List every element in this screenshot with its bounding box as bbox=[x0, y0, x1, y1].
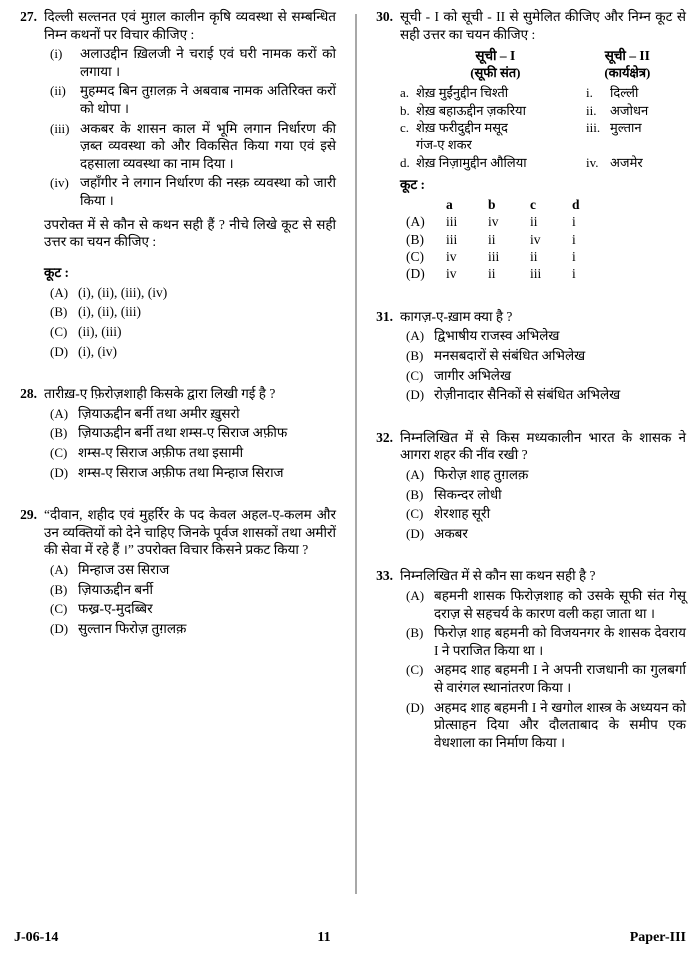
option-marker: (A) bbox=[50, 405, 69, 421]
option-text: (i), (iv) bbox=[78, 343, 117, 359]
question-number: 31. bbox=[376, 308, 393, 324]
list-1-subheading: (सूफी संत) bbox=[470, 65, 521, 81]
option-a[interactable] bbox=[44, 405, 336, 423]
option-marker: (C) bbox=[406, 367, 424, 383]
option-a[interactable] bbox=[400, 466, 686, 484]
code-label: कूट : bbox=[44, 265, 70, 281]
question-text: निम्नलिखित में से किस मध्यकालीन भारत के शासक ने आगरा शहर की नींव रखी ? bbox=[400, 429, 686, 463]
code-cell: iv bbox=[446, 266, 457, 282]
code-cell: ii bbox=[488, 231, 496, 247]
question-number: 29. bbox=[20, 507, 37, 523]
question-number: 30. bbox=[376, 9, 393, 24]
option-text: (i), (ii), (iii) bbox=[78, 304, 141, 320]
option-d[interactable] bbox=[400, 386, 686, 404]
code-option-b[interactable] bbox=[400, 231, 686, 248]
option-a[interactable] bbox=[400, 587, 686, 622]
code-cell: iii bbox=[446, 231, 458, 247]
statement-item bbox=[44, 45, 336, 80]
option-marker: (A) bbox=[406, 587, 425, 603]
question-number: 28. bbox=[20, 386, 37, 402]
code-col-b: b bbox=[488, 196, 496, 212]
option-c[interactable] bbox=[44, 444, 336, 462]
code-row-marker: (B) bbox=[406, 231, 424, 247]
code-header-row bbox=[400, 196, 686, 213]
statement-list bbox=[44, 45, 336, 209]
page-number: 11 bbox=[317, 930, 331, 945]
match-left-value: शेख़ फरीदुद्दीन मसूद bbox=[416, 120, 508, 135]
option-marker: (C) bbox=[406, 506, 424, 522]
match-left-cell bbox=[400, 154, 586, 171]
statement-text: अकबर के शासन काल में भूमि लगान निर्धारण की ज़ब्त व्यवस्था को और विकसित किया गया एवं इसे दहसाला व्यवस्था का नाम दिया । bbox=[80, 120, 336, 171]
match-row-list bbox=[400, 84, 686, 171]
code-row-marker bbox=[400, 196, 446, 213]
code-answer-grid bbox=[400, 196, 686, 283]
question-lead-in: उपरोक्त में से कौन से कथन सही हैं ? नीचे लिखे कूट से सही उत्तर का चयन कीजिए : bbox=[44, 216, 336, 250]
match-left-cell bbox=[400, 102, 586, 119]
code-option-a[interactable] bbox=[400, 213, 686, 230]
column-divider bbox=[355, 14, 357, 894]
option-marker: (B) bbox=[50, 425, 68, 441]
match-right-cell bbox=[586, 84, 686, 101]
statement-text: जहाँगीर ने लगान निर्धारण की नस्क़ व्यवस्था को जारी किया । bbox=[80, 175, 336, 208]
question-body bbox=[44, 8, 336, 360]
code-cell: iii bbox=[488, 249, 500, 265]
question-31 bbox=[370, 308, 686, 404]
match-right-cell bbox=[586, 119, 686, 136]
statement-marker: (i) bbox=[50, 46, 63, 62]
option-a[interactable] bbox=[44, 561, 336, 579]
option-text: ज़ियाऊद्दीन बर्नी bbox=[78, 581, 154, 597]
question-text: “दीवान, शहीद एवं मुहर्रिर के पद केवल अहल-ए-कलम और उन व्यक्तियों को देने चाहिए जिनके पूर्वज शासकों तथा अमीरों की सेवा में रहे हैं ।” उपरोक्त विचार किसने प्रकट किया ? bbox=[44, 507, 336, 558]
option-text: शम्स-ए सिराज अफ़ीफ तथा मिन्हाज सिराज bbox=[78, 464, 284, 480]
match-row bbox=[400, 154, 686, 171]
code-cell: i bbox=[572, 214, 576, 230]
option-text: फिरोज़ शाह तुग़लक़ bbox=[434, 467, 529, 482]
option-list bbox=[400, 327, 686, 403]
option-marker: (A) bbox=[50, 284, 69, 300]
statement-item bbox=[44, 82, 336, 117]
match-right-label: iv. bbox=[586, 154, 599, 170]
right-column bbox=[350, 8, 686, 896]
code-cell: iv bbox=[488, 214, 499, 230]
question-body bbox=[400, 308, 686, 404]
list-2-heading: सूची – II bbox=[604, 48, 650, 64]
match-right-label: ii. bbox=[586, 102, 597, 118]
match-left-cell bbox=[400, 84, 586, 101]
option-d[interactable] bbox=[400, 525, 686, 543]
statement-text: अलाउद्दीन ख़िलजी ने चराई एवं घरी नामक करों को लगाया । bbox=[80, 46, 336, 79]
option-marker: (B) bbox=[406, 625, 424, 641]
option-text: ज़ियाऊद्दीन बर्नी तथा शम्स-ए सिराज अफ़ीफ bbox=[78, 425, 288, 441]
option-marker: (B) bbox=[406, 348, 424, 364]
page-footer bbox=[14, 930, 686, 946]
left-column bbox=[14, 8, 350, 896]
code-row-marker: (D) bbox=[406, 266, 425, 282]
question-body bbox=[44, 385, 336, 481]
match-header-row bbox=[400, 47, 686, 64]
option-marker: (D) bbox=[50, 343, 69, 359]
option-marker: (C) bbox=[406, 662, 424, 678]
question-text: दिल्ली सल्तनत एवं मुग़ल कालीन कृषि व्यवस्था से सम्बन्धित निम्न कथनों पर विचार कीजिए : bbox=[44, 9, 336, 42]
question-number: 33. bbox=[376, 568, 393, 584]
match-right-value: दिल्ली bbox=[610, 85, 639, 101]
option-marker: (D) bbox=[50, 464, 69, 480]
question-29 bbox=[14, 506, 336, 637]
list-1-heading: सूची – I bbox=[475, 48, 516, 64]
option-list bbox=[44, 561, 336, 637]
match-left-label: c. bbox=[400, 120, 410, 135]
paper-label: Paper-III bbox=[629, 930, 686, 945]
code-cell: ii bbox=[530, 249, 538, 265]
option-list bbox=[44, 284, 336, 360]
option-b[interactable] bbox=[44, 303, 336, 321]
match-right-label: i. bbox=[586, 85, 593, 101]
match-right-value: मुल्तान bbox=[610, 120, 642, 135]
option-list bbox=[400, 466, 686, 542]
option-b[interactable] bbox=[400, 624, 686, 659]
question-30 bbox=[370, 8, 686, 283]
option-b[interactable] bbox=[400, 486, 686, 504]
option-marker: (A) bbox=[406, 467, 425, 482]
option-marker: (B) bbox=[406, 486, 424, 502]
match-subheader-row bbox=[400, 64, 686, 81]
option-text: (ii), (iii) bbox=[78, 324, 122, 339]
code-option-d[interactable] bbox=[400, 265, 686, 282]
question-body bbox=[400, 429, 686, 543]
match-row bbox=[400, 102, 686, 119]
option-c[interactable] bbox=[400, 505, 686, 523]
code-cell: iv bbox=[446, 249, 457, 265]
option-text: द्विभाषीय राजस्व अभिलेख bbox=[434, 328, 560, 344]
option-c[interactable] bbox=[44, 600, 336, 618]
code-cell: iv bbox=[530, 231, 541, 247]
statement-text: मुहम्मद बिन तुग़लक़ ने अबवाब नामक अतिरिक्त करों को थोपा । bbox=[80, 83, 336, 116]
question-28 bbox=[14, 385, 336, 481]
code-row-marker: (C) bbox=[406, 249, 424, 265]
paper-code: J-06-14 bbox=[14, 930, 59, 945]
option-c[interactable] bbox=[44, 323, 336, 341]
code-cell: i bbox=[572, 249, 576, 265]
option-list bbox=[44, 405, 336, 481]
option-a[interactable] bbox=[400, 327, 686, 345]
statement-item bbox=[44, 120, 336, 173]
match-left-value: शेख़ मुईंनुद्दीन चिश्ती bbox=[416, 85, 509, 101]
option-c[interactable] bbox=[400, 661, 686, 696]
option-list bbox=[400, 587, 686, 751]
option-a[interactable] bbox=[44, 284, 336, 302]
option-text: शेरशाह सूरी bbox=[434, 506, 491, 522]
match-row bbox=[400, 119, 686, 136]
question-body bbox=[400, 8, 686, 283]
option-text: सुल्तान फिरोज़ तुग़लक़ bbox=[78, 620, 187, 636]
question-32 bbox=[370, 429, 686, 543]
match-left-continuation: गंज-ए शकर bbox=[416, 137, 472, 153]
option-text: मिन्हाज उस सिराज bbox=[78, 561, 170, 577]
option-text: रोज़ीनादार सैनिकों से संबंधित अभिलेख bbox=[434, 387, 621, 403]
option-d[interactable] bbox=[44, 464, 336, 482]
code-cell: i bbox=[572, 231, 576, 247]
code-label: कूट : bbox=[400, 177, 426, 193]
match-right-value: अजमेर bbox=[610, 154, 643, 170]
code-col-d: d bbox=[572, 196, 580, 212]
option-text: अहमद शाह बहमनी I ने अपनी राजधानी का गुलबर्गा से वारंगल स्थानांतरण किया । bbox=[434, 662, 686, 695]
option-text: जागीर अभिलेख bbox=[434, 367, 512, 383]
option-marker: (C) bbox=[50, 601, 68, 617]
question-33 bbox=[370, 567, 686, 751]
list-2-subheading: (कार्यक्षेत्र) bbox=[604, 65, 651, 81]
question-text: सूची - I को सूची - II से सुमेलित कीजिए और निम्न कूट से सही उत्तर का चयन कीजिए : bbox=[400, 9, 686, 42]
question-27 bbox=[14, 8, 336, 360]
match-left-label: b. bbox=[400, 102, 410, 118]
option-d[interactable] bbox=[400, 699, 686, 752]
code-cell: i bbox=[572, 266, 576, 282]
option-c[interactable] bbox=[400, 367, 686, 385]
option-marker: (B) bbox=[50, 581, 68, 597]
question-number: 32. bbox=[376, 429, 393, 445]
option-text: बहमनी शासक फिरोज़शाह को उसके सूफी संत गेसू दराज़ से सहचर्य के कारण वली कहा जाता था । bbox=[434, 587, 686, 621]
option-text: फिरोज़ शाह बहमनी को विजयनगर के शासक देवराय I ने पराजित किया था । bbox=[434, 625, 686, 658]
code-col-c: c bbox=[530, 196, 536, 212]
match-left-label: a. bbox=[400, 85, 410, 101]
question-body bbox=[44, 506, 336, 637]
option-marker: (A) bbox=[50, 561, 69, 577]
code-cell: iii bbox=[530, 266, 542, 282]
match-row bbox=[400, 84, 686, 101]
option-marker: (D) bbox=[406, 387, 425, 403]
code-cell: ii bbox=[530, 214, 538, 230]
match-right-cell bbox=[586, 154, 686, 171]
option-text: अकबर bbox=[434, 525, 468, 541]
code-col-a: a bbox=[446, 196, 453, 212]
option-marker: (B) bbox=[50, 304, 68, 320]
statement-marker: (ii) bbox=[50, 83, 66, 99]
statement-marker: (iii) bbox=[50, 120, 70, 136]
match-left-label: d. bbox=[400, 154, 410, 170]
match-right-value: अजोधन bbox=[610, 102, 649, 118]
option-text: ज़ियाऊद्दीन बर्नी तथा अमीर ख़ुसरो bbox=[78, 405, 240, 421]
statement-item bbox=[44, 174, 336, 209]
option-marker: (C) bbox=[50, 444, 68, 460]
code-cell: ii bbox=[488, 266, 496, 282]
question-body bbox=[400, 567, 686, 751]
option-d[interactable] bbox=[44, 343, 336, 361]
option-b[interactable] bbox=[44, 424, 336, 442]
match-left-value: शेख़ बहाऊद्दीन ज़करिया bbox=[416, 102, 526, 118]
match-left-value: शेख़ निज़ामुद्दीन औलिया bbox=[416, 154, 527, 170]
question-text: तारीख़-ए फ़िरोज़शाही किसके द्वारा लिखी गई है ? bbox=[44, 386, 276, 402]
option-marker: (D) bbox=[406, 525, 425, 541]
question-text: कागज़-ए-ख़ाम क्या है ? bbox=[400, 308, 513, 324]
option-text: (i), (ii), (iii), (iv) bbox=[78, 284, 168, 300]
match-right-label: iii. bbox=[586, 120, 601, 135]
option-text: शम्स-ए सिराज अफ़ीफ तथा इसामी bbox=[78, 444, 244, 460]
option-b[interactable] bbox=[400, 347, 686, 365]
question-number: 27. bbox=[20, 9, 37, 24]
question-text: निम्नलिखित में से कौन सा कथन सही है ? bbox=[400, 568, 596, 584]
option-marker: (C) bbox=[50, 324, 68, 339]
option-text: अहमद शाह बहमनी I ने खगोल शास्त्र के अध्ययन को प्रोत्साहन दिया और दौलताबाद के समीप एक वेधशाला का निर्माण किया । bbox=[434, 699, 686, 750]
code-option-c[interactable] bbox=[400, 248, 686, 265]
option-marker: (D) bbox=[50, 620, 69, 636]
code-cell: iii bbox=[446, 214, 458, 230]
option-text: सिकन्दर लोधी bbox=[434, 486, 502, 502]
match-right-cell bbox=[586, 102, 686, 119]
code-row-marker: (A) bbox=[406, 214, 425, 230]
option-d[interactable] bbox=[44, 620, 336, 638]
two-column-layout bbox=[14, 8, 686, 896]
option-text: मनसबदारों से संबंधित अभिलेख bbox=[434, 348, 586, 364]
option-marker: (A) bbox=[406, 328, 425, 344]
option-b[interactable] bbox=[44, 581, 336, 599]
statement-marker: (iv) bbox=[50, 175, 69, 191]
option-marker: (D) bbox=[406, 699, 425, 715]
match-left-cell bbox=[400, 119, 586, 136]
option-text: फख्र-ए-मुदब्बिर bbox=[78, 601, 153, 617]
